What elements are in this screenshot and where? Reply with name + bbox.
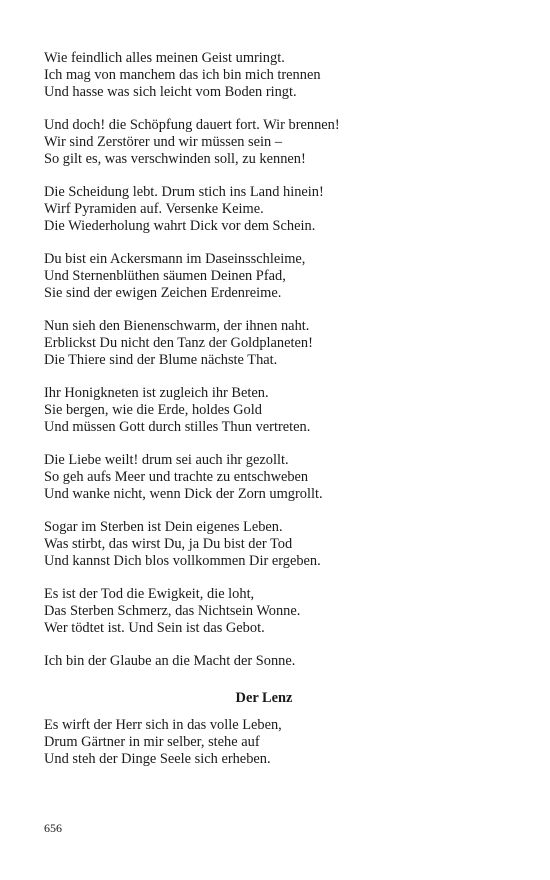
page-content bbox=[44, 50, 484, 784]
poem-line: Und steh der Dinge Seele sich erheben. bbox=[44, 751, 271, 767]
poem-line: Wirf Pyramiden auf. Versenke Keime. bbox=[44, 201, 264, 217]
stanza bbox=[44, 385, 484, 436]
poem-line: Die Wiederholung wahrt Dick vor dem Schein. bbox=[44, 218, 316, 234]
poem-line: Sogar im Sterben ist Dein eigenes Leben. bbox=[44, 519, 283, 535]
page-number: 656 bbox=[44, 821, 62, 835]
stanza bbox=[44, 318, 484, 369]
stanza bbox=[44, 184, 484, 235]
stanza bbox=[44, 452, 484, 503]
poem-line: Die Scheidung lebt. Drum stich ins Land hinein! bbox=[44, 184, 324, 200]
poem-line: Wer tödtet ist. Und Sein ist das Gebot. bbox=[44, 620, 265, 636]
poem-line: Und kannst Dich blos vollkommen Dir ergeben. bbox=[44, 553, 321, 569]
stanza bbox=[44, 117, 484, 168]
poem-title: Der Lenz bbox=[235, 690, 293, 706]
poem-line: Es wirft der Herr sich in das volle Leben, bbox=[44, 717, 282, 733]
poem-line: Drum Gärtner in mir selber, stehe auf bbox=[44, 734, 260, 750]
poem-line: So geh aufs Meer und trachte zu entschweben bbox=[44, 469, 309, 485]
poem-line: Und müssen Gott durch stilles Thun vertreten. bbox=[44, 419, 311, 435]
stanza bbox=[44, 717, 484, 768]
poem-line: Und doch! die Schöpfung dauert fort. Wir brennen! bbox=[44, 117, 340, 133]
poem-line: Ich bin der Glaube an die Macht der Sonne. bbox=[44, 653, 296, 669]
poem-line: Das Sterben Schmerz, das Nichtsein Wonne. bbox=[44, 603, 301, 619]
stanza bbox=[44, 519, 484, 570]
poem-line: Was stirbt, das wirst Du, ja Du bist der Tod bbox=[44, 536, 293, 552]
stanza bbox=[44, 586, 484, 637]
poem-line: Ich mag von manchem das ich bin mich trennen bbox=[44, 67, 321, 83]
poem-line: Es ist der Tod die Ewigkeit, die loht, bbox=[44, 586, 255, 602]
poem-line: Ihr Honigkneten ist zugleich ihr Beten. bbox=[44, 385, 269, 401]
poem-line: Und wanke nicht, wenn Dick der Zorn umgrollt. bbox=[44, 486, 323, 502]
poem-line: Und hasse was sich leicht vom Boden ringt. bbox=[44, 84, 297, 100]
poem-line: Sie bergen, wie die Erde, holdes Gold bbox=[44, 402, 262, 418]
poem-line: Wie feindlich alles meinen Geist umringt. bbox=[44, 50, 285, 66]
poem-line: Du bist ein Ackersmann im Daseinsschleime, bbox=[44, 251, 306, 267]
poem-line: Die Thiere sind der Blume nächste That. bbox=[44, 352, 278, 368]
poem-line: Erblickst Du nicht den Tanz der Goldplaneten! bbox=[44, 335, 313, 351]
stanza bbox=[44, 50, 484, 101]
poem-line: Nun sieh den Bienenschwarm, der ihnen naht. bbox=[44, 318, 310, 334]
poem-line: Sie sind der ewigen Zeichen Erdenreime. bbox=[44, 285, 282, 301]
poem-line: Die Liebe weilt! drum sei auch ihr gezollt. bbox=[44, 452, 289, 468]
poem-line: So gilt es, was verschwinden soll, zu kennen! bbox=[44, 151, 306, 167]
stanza bbox=[44, 251, 484, 302]
stanza bbox=[44, 653, 484, 670]
poem-line: Und Sternenblüthen säumen Deinen Pfad, bbox=[44, 268, 286, 284]
poem-line: Wir sind Zerstörer und wir müssen sein – bbox=[44, 134, 283, 150]
